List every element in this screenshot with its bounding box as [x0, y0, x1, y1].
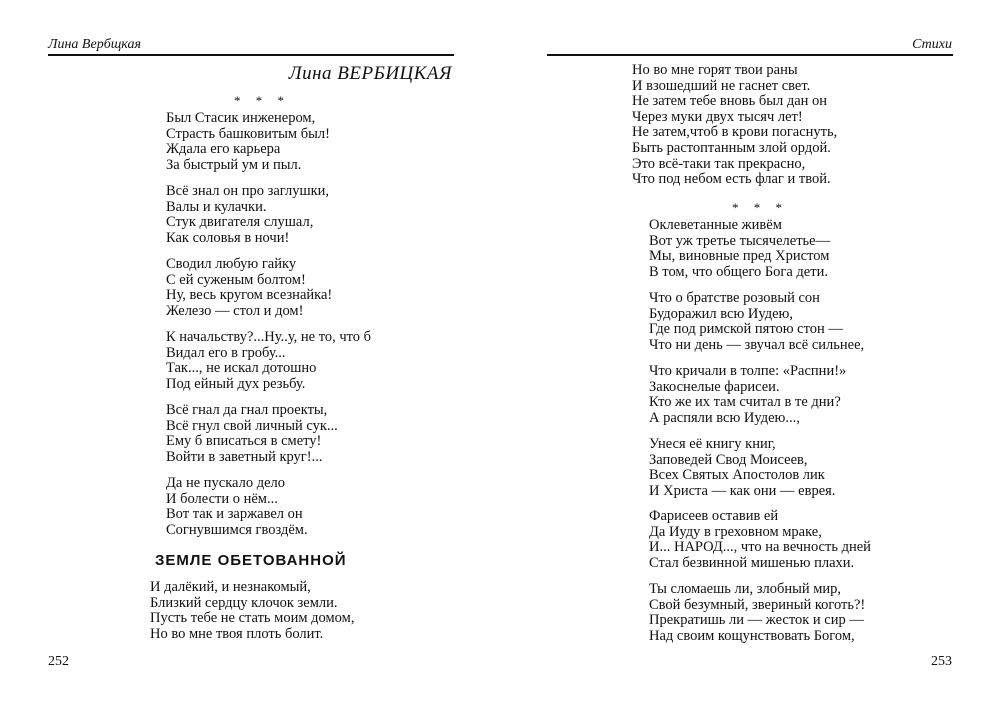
verse-line: Прекратишь ли — жесток и сир — — [649, 612, 864, 629]
verse-line: Так..., не искал дотошно — [166, 360, 317, 377]
verse-line: Ему б вписаться в смету! — [166, 433, 322, 450]
verse-line: За быстрый ум и пыл. — [166, 156, 302, 173]
verse-line: Вот уж третье тысячелетье— — [649, 232, 831, 249]
stanza-11 — [649, 364, 846, 426]
verse-line: Всё гнал да гнал проекты, — [166, 402, 328, 418]
verse-line: Железо — стол и дом! — [166, 302, 304, 319]
verse-line: Страсть башковитым был! — [166, 125, 330, 142]
verse-line: Где под римской пятою стон — — [649, 321, 843, 338]
running-head-left: Лина Вербщкая — [48, 37, 142, 52]
verse-line: С ей суженым болтом! — [166, 271, 306, 288]
stanza-1 — [166, 111, 330, 173]
verse-line: Оклеветанные живём — [649, 217, 782, 233]
page-number-left: 252 — [48, 654, 69, 669]
author-title: Лина ВЕРБИЦКАЯ — [288, 63, 452, 84]
stanza-3 — [166, 257, 332, 319]
stanza-separator-stars: * * * — [732, 200, 788, 215]
stanza-separator-stars: * * * — [234, 93, 290, 108]
poem-title: ЗЕМЛЕ ОБЕТОВАННОЙ — [155, 552, 347, 569]
verse-line: Войти в заветный круг!... — [166, 448, 323, 465]
verse-line: Согнувшимся гвоздём. — [166, 521, 308, 538]
stanza-2 — [166, 184, 329, 246]
verse-line: Закоснелые фарисеи. — [649, 378, 780, 395]
verse-line: И... НАРОД..., что на вечность дней — [649, 539, 871, 556]
verse-line: Пусть тебе не стать моим домом, — [150, 610, 355, 627]
verse-line: Что под небом есть флаг и твой. — [632, 171, 831, 188]
verse-line: Сводил любую гайку — [166, 256, 297, 272]
verse-line: Ждала его карьера — [166, 141, 281, 158]
stanza-7 — [150, 580, 354, 642]
verse-line: Это всё-таки так прекрасно, — [632, 155, 806, 172]
page-number-right: 253 — [931, 654, 952, 669]
stanza-14 — [649, 582, 865, 644]
stanza-6 — [166, 476, 308, 538]
header-rule-right — [547, 54, 953, 56]
verse-line: Фарисеев оставив ей — [649, 508, 779, 524]
stanza-12 — [649, 437, 835, 499]
verse-line: И Христа — как они — еврея. — [649, 482, 836, 499]
verse-line: И болести о нём... — [166, 490, 278, 507]
verse-line: Не затем,чтоб в крови погаснуть, — [632, 124, 838, 141]
verse-line: Не затем тебе вновь был дан он — [632, 93, 828, 110]
verse-line: Над своим кощунствовать Богом, — [649, 627, 855, 644]
verse-line: Всё знал он про заглушки, — [166, 183, 330, 199]
verse-line: Да Иуду в греховном мраке, — [649, 523, 822, 540]
verse-line: Заповедей Свод Моисеев, — [649, 451, 808, 468]
verse-line: Вот так и заржавел он — [166, 506, 303, 523]
verse-line: Свой безумный, звериный коготь?! — [649, 596, 866, 613]
verse-line: Что кричали в толпе: «Распни!» — [649, 363, 847, 379]
stanza-4 — [166, 330, 371, 392]
verse-line: Что ни день — звучал всё сильнее, — [649, 336, 865, 353]
verse-line: Кто же их там считал в те дни? — [649, 394, 841, 411]
right-page — [500, 0, 1000, 707]
stanza-9 — [649, 218, 830, 280]
verse-line: Унеся её книгу книг, — [649, 436, 776, 452]
verse-line: Всё гнул свой личный сук... — [166, 417, 338, 434]
verse-line: Ну, весь кругом всезнайка! — [166, 287, 333, 304]
stanza-10 — [649, 291, 864, 353]
verse-line: Близкий сердцу клочок земли. — [150, 594, 338, 611]
verse-line: В том, что общего Бога дети. — [649, 263, 828, 280]
verse-line: И взошедший не гаснет свет. — [632, 77, 811, 94]
verse-line: Будоражил всю Иудею, — [649, 305, 793, 322]
verse-line: Всех Святых Апостолов лик — [649, 467, 825, 484]
verse-line: Был Стасик инженером, — [166, 110, 316, 126]
verse-line: Но во мне твоя плоть болит. — [150, 625, 324, 642]
stanza-13 — [649, 509, 871, 571]
verse-line: Быть растоптанным злой ордой. — [632, 139, 831, 156]
verse-line: Через муки двух тысяч лет! — [632, 108, 803, 125]
verse-line: Ты сломаешь ли, злобный мир, — [649, 581, 842, 597]
verse-line: К начальству?...Ну..у, не то, что б — [166, 329, 372, 345]
verse-line: А распяли всю Иудею..., — [649, 409, 800, 426]
verse-line: Мы, виновные пред Христом — [649, 248, 830, 265]
verse-line: Видал его в гробу... — [166, 344, 286, 361]
verse-line: Да не пускало дело — [166, 475, 286, 491]
running-head-right: Стихи — [912, 37, 952, 52]
verse-line: Валы и кулачки. — [166, 198, 267, 215]
verse-line: Что о братстве розовый сон — [649, 290, 820, 306]
verse-line: Как соловья в ночи! — [166, 229, 290, 246]
stanza-5 — [166, 403, 338, 465]
verse-line: И далёкий, и незнакомый, — [150, 579, 311, 595]
verse-line: Стал безвинной мишенью плахи. — [649, 554, 855, 571]
verse-line: Стук двигателя слушал, — [166, 214, 314, 231]
verse-line: Под ейный дух резьбу. — [166, 375, 306, 392]
header-rule-left — [48, 54, 454, 56]
stanza-8 — [632, 63, 837, 188]
verse-line: Но во мне горят твои раны — [632, 62, 798, 78]
